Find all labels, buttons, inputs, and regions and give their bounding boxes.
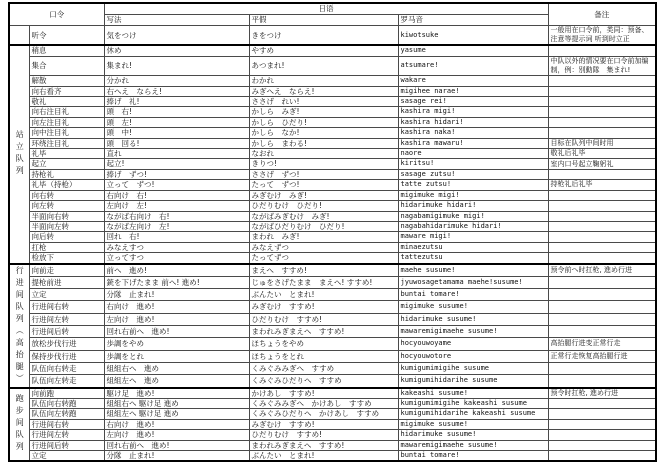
cell-writing: 右向け 進め! [104,419,249,429]
table-row [9,149,656,159]
cell-romaji: jyuwosagetamama maehe!susume! [398,276,548,288]
cell-writing: 回れ 右! [104,232,249,242]
cell-romaji: kumigumimigihe kakeashi susume [398,398,548,408]
cell-note: 预令时扛枪, 進め行进 [548,388,656,399]
cell-hiragana: まえへ すすめ! [249,264,398,277]
cell-command: 行进间后转 [29,440,104,450]
cell-command: 队伍向右转跑 [29,398,104,408]
header-hiragana: 平假 [249,15,398,26]
table-row [9,264,656,277]
cell-writing: 右へえ ならえ! [104,86,249,96]
table-row [9,201,656,211]
cell-writing: 立って ずつ! [104,180,249,190]
cell-romaji: migimuke susume! [398,301,548,313]
header-command: 口令 [9,3,104,26]
cell-command: 向中注目礼 [29,128,104,138]
table-row [9,169,656,179]
cell-hiragana: くみぐみみぎへ かけあし すすめ [249,398,398,408]
cell-romaji: naore [398,149,548,159]
cell-writing: 分隊 止まれ! [104,450,249,461]
cell-hiragana: ながばみぎむけ みぎ! [249,211,398,221]
cell-command: 向右看齐 [29,86,104,96]
cell-command: 起立 [29,159,104,169]
cell-note: 持枪礼后礼毕 [548,180,656,190]
cell-hiragana: くみぐみひだりへ かけあし すすめ [249,409,398,419]
cell-writing: 頭 中! [104,128,249,138]
cell-romaji: kumigumimigihe susume [398,362,548,374]
cell-note [548,276,656,288]
cell-note [548,242,656,252]
cell-note: 敬礼后礼毕 [548,149,656,159]
cell-writing: 左向け 左! [104,201,249,211]
cell-command: 稍息 [29,45,104,56]
cell-note [548,117,656,127]
cell-note [548,301,656,313]
cell-writing: 銃を下げたまま 前へ! 進め! [104,276,249,288]
cell-writing: 組組左へ 進め [104,375,249,388]
cell-romaji: kumigumihidarihe kakeashi susume [398,409,548,419]
cell-hiragana: たって ずつ! [249,180,398,190]
cell-hiragana: きりつ! [249,159,398,169]
cell-note [548,107,656,117]
table-row [9,138,656,148]
cell-note [548,201,656,211]
cell-command: 队伍向右转走 [29,362,104,374]
cell-writing: 集まれ! [104,56,249,75]
cell-hiragana: まわれみぎまえへ すすめ! [249,440,398,450]
table-row [9,326,656,338]
cell-writing: ながば右向け 右! [104,211,249,221]
cell-romaji: sasage rei! [398,97,548,107]
cell-hiragana: ぶんたい とまれ! [249,289,398,301]
cell-hiragana: みぎむけ すすめ! [249,301,398,313]
table-row [9,419,656,429]
cell-hiragana: ささげ ずつ! [249,169,398,179]
cell-romaji: kumigumihidarihe susume [398,375,548,388]
cell-romaji: yasume [398,45,548,56]
cell-command: 立定 [29,450,104,461]
cell-command: 队伍向左转走 [29,375,104,388]
table-row [9,242,656,252]
cell-note [548,190,656,200]
cell-command: 行进间右转 [29,301,104,313]
cell-hiragana: ほちょうをとれ [249,350,398,362]
cell-writing: 立ってすつ [104,253,249,264]
cell-hiragana: わかれ [249,76,398,86]
cell-note [548,128,656,138]
cell-note [548,211,656,221]
cell-hiragana: まわれ みぎ! [249,232,398,242]
cell-note: 正常行走恢复高抬腿行进 [548,350,656,362]
cell-hiragana: ひだりむけ すすめ! [249,313,398,325]
table-body [9,26,656,462]
cell-hiragana: かしら なか! [249,128,398,138]
cell-command: 行进间左转 [29,313,104,325]
table-row [9,276,656,288]
cell-command: 提枪前进 [29,276,104,288]
cell-note [548,362,656,374]
cell-note [548,97,656,107]
cell-romaji: tatte zutsu! [398,180,548,190]
cell-note [548,289,656,301]
cell-note [548,169,656,179]
cell-note [548,450,656,461]
table-row [9,398,656,408]
cell-note [548,253,656,264]
cell-note [548,398,656,408]
cell-hiragana: くみぐみみぎへ すすめ [249,362,398,374]
cell-note [548,86,656,96]
cell-romaji: buntai tomare! [398,450,548,461]
table-row [9,86,656,96]
command-table [8,2,657,462]
cell-hiragana: まわれみぎまえへ すすめ! [249,326,398,338]
cell-hiragana: みぎへえ ならえ! [249,86,398,96]
table-row [9,76,656,86]
cell-writing: 直れ [104,149,249,159]
cell-note [548,76,656,86]
cell-hiragana: たってずつ [249,253,398,264]
cell-hiragana: ほちょうをやめ [249,338,398,350]
cell-hiragana: あつまれ! [249,56,398,75]
cell-hiragana: みなえずつ [249,242,398,252]
table-row [9,26,656,46]
cell-writing: 右向け 右! [104,190,249,200]
cell-writing: 駆け足 進め! [104,388,249,399]
cell-command: 行进间后转 [29,326,104,338]
cell-command: 扛枪 [29,242,104,252]
cell-command: 立定 [29,289,104,301]
cell-romaji: kiritsu! [398,159,548,169]
cell-note: 高抬腿行进变正常行走 [548,338,656,350]
table-row [9,430,656,440]
table-row [9,388,656,399]
cell-writing: 組組右へ 進め [104,362,249,374]
table-row [9,338,656,350]
cell-command: 向前跑 [29,388,104,399]
group-label [9,26,29,46]
cell-note [548,375,656,388]
cell-romaji: nagabahidarimuke hidari! [398,221,548,231]
header-writing: 写法 [104,15,249,26]
table-row [9,180,656,190]
cell-command: 保持步伐行进 [29,350,104,362]
cell-note [548,313,656,325]
cell-writing: みなえすつ [104,242,249,252]
cell-romaji: kashira naka! [398,128,548,138]
cell-note [548,409,656,419]
cell-romaji: kashira hidari! [398,117,548,127]
cell-romaji: tattezutsu [398,253,548,264]
cell-note: 一般用在口令前，类同：预备、注意等提示词 听到时立正 [548,26,656,46]
cell-command: 听令 [29,26,104,46]
table-row [9,301,656,313]
cell-command: 向右转 [29,190,104,200]
cell-romaji: hocyouwotore [398,350,548,362]
table-row [9,107,656,117]
cell-writing: 歩調をやめ [104,338,249,350]
cell-command: 向后转 [29,232,104,242]
cell-hiragana: かけあし すすめ! [249,388,398,399]
table-row [9,117,656,127]
cell-command: 解散 [29,76,104,86]
cell-command: 队伍向左转跑 [29,409,104,419]
cell-writing: 分隊 止まれ! [104,289,249,301]
table-row [9,221,656,231]
cell-command: 向左注目礼 [29,117,104,127]
table-row [9,56,656,75]
cell-note: 预令前へ时扛枪, 進め行进 [548,264,656,277]
cell-romaji: atsumare! [398,56,548,75]
group-label: 行进间队列（高抬腿） [9,264,29,388]
cell-command: 检放下 [29,253,104,264]
cell-writing: 組組左へ 駆け足 進め [104,409,249,419]
cell-writing: 頭 左! [104,117,249,127]
cell-romaji: maehe susume! [398,264,548,277]
cell-romaji: hidarimuke susume! [398,313,548,325]
group-label: 站立队列 [9,45,29,263]
cell-note [548,221,656,231]
cell-writing: 分かれ [104,76,249,86]
table-row [9,45,656,56]
cell-romaji: maware migi! [398,232,548,242]
cell-note: 目标在队列中间时用 [548,138,656,148]
cell-hiragana: ささげ れい! [249,97,398,107]
cell-romaji: buntai tomare! [398,289,548,301]
header-romaji: 罗马音 [398,15,548,26]
header-japanese: 日语 [104,3,548,15]
cell-writing: 歩調をとれ [104,350,249,362]
cell-hiragana: かしら ひだり! [249,117,398,127]
header-notes: 备注 [548,3,656,26]
header-row-1 [9,3,656,15]
cell-command: 集合 [29,56,104,75]
cell-romaji: kashira migi! [398,107,548,117]
cell-hiragana: なおれ [249,149,398,159]
cell-romaji: mawaremigimaehe susume! [398,326,548,338]
cell-writing: 起立! [104,159,249,169]
cell-writing: 捧げ ずつ! [104,169,249,179]
table-row [9,159,656,169]
cell-hiragana: ひだりむけ ひだり! [249,201,398,211]
cell-writing: 休め [104,45,249,56]
cell-romaji: kashira mawaru! [398,138,548,148]
cell-romaji: migimuke migi! [398,190,548,200]
table-row [9,362,656,374]
cell-command: 敬礼 [29,97,104,107]
cell-romaji: migimuke susume! [398,419,548,429]
table-row [9,128,656,138]
cell-writing: 捧げ 礼! [104,97,249,107]
cell-command: 向前走 [29,264,104,277]
cell-hiragana: きをつけ [249,26,398,46]
cell-command: 行进间右转 [29,419,104,429]
cell-hiragana: みぎむけ みぎ! [249,190,398,200]
cell-command: 放松步伐行进 [29,338,104,350]
table-row [9,97,656,107]
cell-command: 向左转 [29,201,104,211]
cell-romaji: nagabamigimuke migi! [398,211,548,221]
table-row [9,313,656,325]
cell-romaji: hidarimuke susume! [398,430,548,440]
cell-hiragana: くみぐみひだりへ すすめ [249,375,398,388]
cell-note [548,232,656,242]
cell-note: 室内口号起立鞠躬礼 [548,159,656,169]
cell-romaji: kakeashi susume! [398,388,548,399]
cell-romaji: hidarimuke hidari! [398,201,548,211]
table-row [9,350,656,362]
cell-hiragana: ひだりむけ すすめ! [249,430,398,440]
table-row [9,440,656,450]
table-row [9,450,656,461]
cell-romaji: wakare [398,76,548,86]
cell-command: 礼毕（持枪） [29,180,104,190]
cell-command: 环绕注目礼 [29,138,104,148]
table-row [9,190,656,200]
table-row [9,253,656,264]
cell-note [548,430,656,440]
cell-hiragana: やすめ [249,45,398,56]
cell-writing: 組組右へ 駆け足 進め [104,398,249,408]
cell-writing: 前へ 進め! [104,264,249,277]
cell-command: 半面向左转 [29,221,104,231]
cell-note [548,419,656,429]
cell-writing: 回れ右前へ 進め! [104,440,249,450]
cell-hiragana: みぎむけ すすめ! [249,419,398,429]
cell-command: 行进间左转 [29,430,104,440]
table-row [9,409,656,419]
cell-hiragana: ぶんたい とまれ! [249,450,398,461]
cell-romaji: hocyouwoyame [398,338,548,350]
cell-note: 中队以外的情况要在口令前加编制，例：別動隊 集まれ! [548,56,656,75]
cell-writing: 回れ右前へ 進め! [104,326,249,338]
cell-hiragana: ながばひだりむけ ひだり! [249,221,398,231]
cell-writing: 左向け 進め! [104,313,249,325]
cell-hiragana: かしら みぎ! [249,107,398,117]
cell-command: 持枪礼 [29,169,104,179]
cell-command: 礼毕 [29,149,104,159]
table-row [9,289,656,301]
table-row [9,232,656,242]
cell-romaji: mawaremigimaehe susume! [398,440,548,450]
cell-writing: 右向け 進め! [104,301,249,313]
cell-writing: 頭 回る! [104,138,249,148]
cell-romaji: kiwotsuke [398,26,548,46]
cell-romaji: minaezutsu [398,242,548,252]
cell-writing: 左向け 進め! [104,430,249,440]
table-row [9,211,656,221]
cell-romaji: migihee narae! [398,86,548,96]
cell-note [548,326,656,338]
cell-writing: 気をつけ [104,26,249,46]
table-row [9,375,656,388]
cell-command: 向右注目礼 [29,107,104,117]
cell-command: 半面向右转 [29,211,104,221]
cell-hiragana: かしら まわる! [249,138,398,148]
cell-note [548,440,656,450]
cell-note [548,45,656,56]
cell-writing: 頭 右! [104,107,249,117]
cell-hiragana: じゅをさげたまま まえへ! すすめ! [249,276,398,288]
cell-writing: ながば左向け 左! [104,221,249,231]
cell-romaji: sasage zutsu! [398,169,548,179]
group-label: 跑步间队列 [9,388,29,462]
